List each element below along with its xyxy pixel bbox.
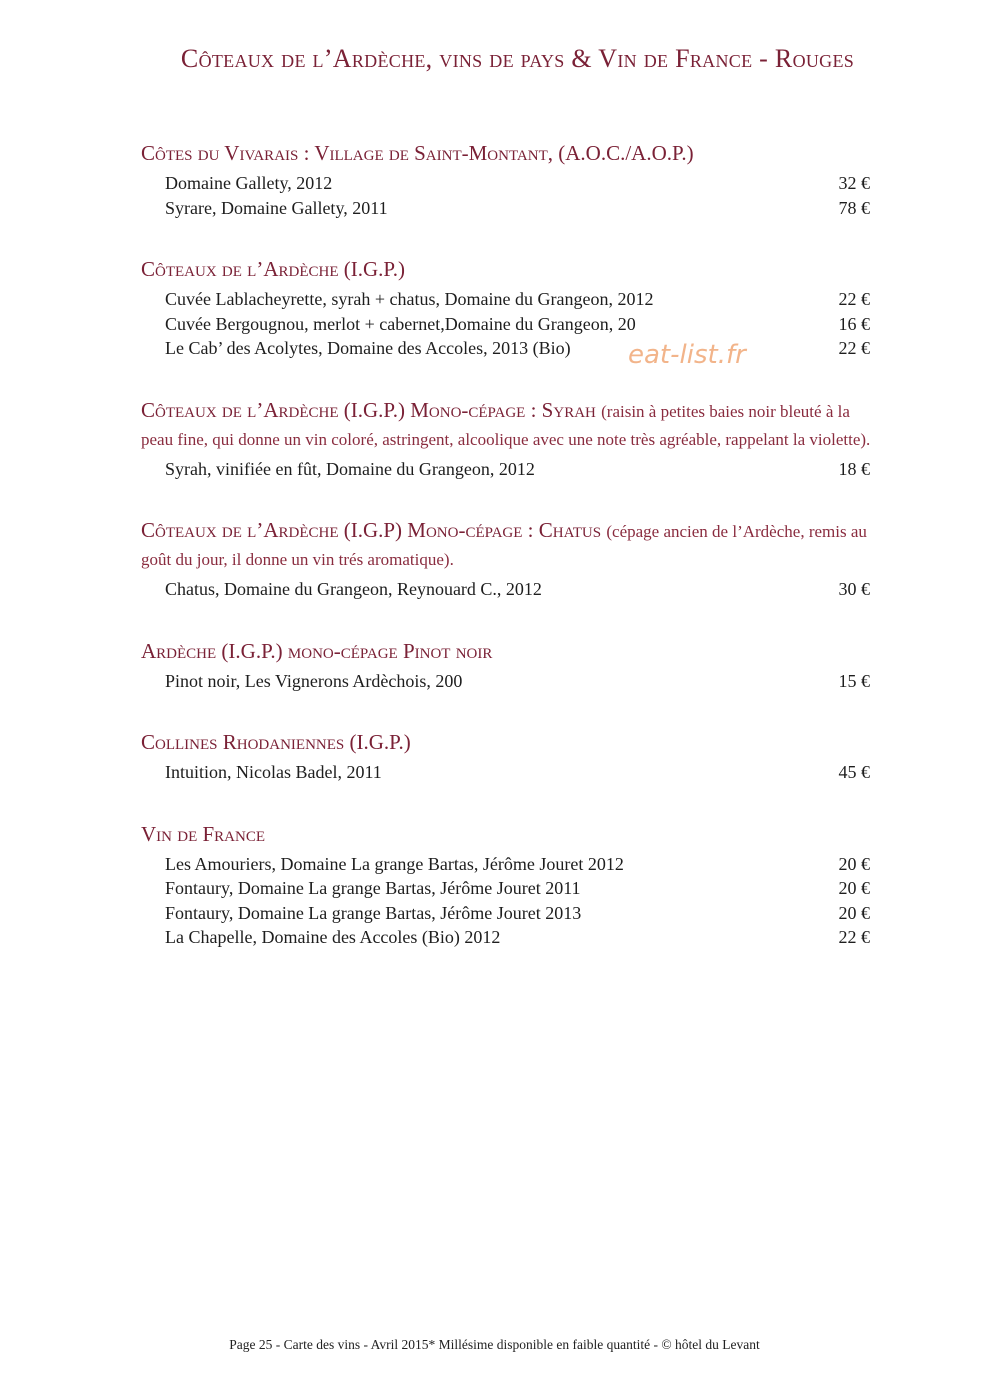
wine-row (141, 852, 886, 877)
watermark: eat-list.fr (628, 340, 746, 370)
wine-price: 20 € (838, 902, 870, 923)
section-collines-rhodaniennes (141, 729, 886, 785)
page-footer: Page 25 - Carte des vins - Avril 2015* Millésime disponible en faible quantité - © hôtel du Levant (229, 1337, 760, 1352)
wine-name: Intuition, Nicolas Badel, 2011 (165, 762, 382, 782)
section-mono-cepage-syrah (141, 397, 886, 482)
wine-name: La Chapelle, Domaine des Accoles (Bio) 2012 (165, 927, 501, 947)
wine-price: 18 € (838, 458, 870, 479)
wine-row (141, 196, 886, 221)
wine-price: 32 € (838, 173, 870, 193)
wine-price: 78 € (838, 197, 870, 218)
wine-name: Fontaury, Domaine La grange Bartas, Jérôme Jouret 2011 (165, 878, 581, 898)
wine-price: 30 € (838, 579, 870, 599)
wine-row (141, 901, 886, 926)
wine-name: Syrare, Domaine Gallety, 2011 (165, 197, 388, 218)
wine-price: 22 € (838, 927, 870, 947)
section-note: (raisin à petites baies noir bleuté à la peau fine, qui donne un vin coloré, astringent, alcoolique avec une note très agréable, rappelant la violette). (141, 401, 871, 449)
wine-price: 22 € (838, 338, 870, 358)
section-coteaux-ardeche (141, 256, 886, 361)
wine-row (141, 577, 886, 602)
wine-items (141, 287, 886, 361)
wine-row (141, 457, 886, 482)
wine-row (141, 925, 886, 950)
wine-row (141, 336, 886, 361)
wine-name: Pinot noir, Les Vignerons Ardèchois, 200 (165, 670, 463, 691)
wine-items (141, 577, 886, 602)
wine-name: Les Amouriers, Domaine La grange Bartas, Jérôme Jouret 2012 (165, 853, 624, 874)
wine-items (141, 852, 886, 950)
wine-row (141, 669, 886, 694)
section-title: Côteaux de l’Ardèche (I.G.P) Mono-cépage : Chatus (cépage ancien de l’Ardèche, remis au goût du jour, il donne un vin trés aromatique). (141, 518, 867, 569)
wine-name: Domaine Gallety, 2012 (165, 173, 333, 193)
wine-price: 45 € (838, 762, 870, 782)
wine-name: Le Cab’ des Acolytes, Domaine des Accoles, 2013 (Bio) (165, 338, 571, 358)
section-title: Ardèche (I.G.P.) mono-cépage Pinot noir (141, 638, 493, 663)
section-mono-cepage-chatus (141, 517, 886, 602)
wine-price: 20 € (838, 853, 870, 874)
section-pinot-noir (141, 638, 886, 694)
wine-row (141, 760, 886, 785)
wine-name: Cuvée Lablacheyrette, syrah + chatus, Domaine du Grangeon, 2012 (165, 289, 654, 309)
wine-list (141, 140, 886, 986)
wine-items (141, 171, 886, 220)
wine-name: Chatus, Domaine du Grangeon, Reynouard C., 2012 (165, 579, 542, 599)
wine-price: 20 € (838, 878, 870, 898)
wine-items (141, 669, 886, 694)
wine-name: Cuvée Bergougnou, merlot + cabernet,Domaine du Grangeon, 20 (165, 313, 636, 334)
wine-row (141, 287, 886, 312)
section-title: Côtes du Vivarais : Village de Saint-Montant, (A.O.C./A.O.P.) (141, 141, 694, 165)
page-title: Côteaux de l’Ardèche, vins de pays & Vin de France - Rouges (180, 44, 855, 73)
section-title: Collines Rhodaniennes (I.G.P.) (141, 730, 411, 754)
wine-row (141, 171, 886, 196)
section-title: Côteaux de l’Ardèche (I.G.P.) Mono-cépage : Syrah (raisin à petites baies noir bleuté à la peau fine, qui donne un vin coloré, astringent, alcoolique avec une note très agréable, rappelant la violette). (141, 397, 871, 449)
wine-row (141, 312, 886, 337)
section-note: (cépage ancien de l’Ardèche, remis au goût du jour, il donne un vin trés aromatique). (141, 522, 867, 569)
section-cotes-du-vivarais (141, 140, 886, 220)
wine-price: 16 € (838, 313, 870, 334)
wine-items (141, 457, 886, 482)
wine-row (141, 876, 886, 901)
wine-price: 22 € (838, 289, 870, 309)
wine-price: 15 € (838, 670, 870, 691)
wine-name: Fontaury, Domaine La grange Bartas, Jérôme Jouret 2013 (165, 902, 582, 923)
wine-items (141, 760, 886, 785)
section-title: Côteaux de l’Ardèche (I.G.P.) (141, 257, 405, 281)
wine-name: Syrah, vinifiée en fût, Domaine du Grangeon, 2012 (165, 458, 535, 479)
section-vin-de-france (141, 821, 886, 950)
section-title: Vin de France (141, 821, 266, 846)
